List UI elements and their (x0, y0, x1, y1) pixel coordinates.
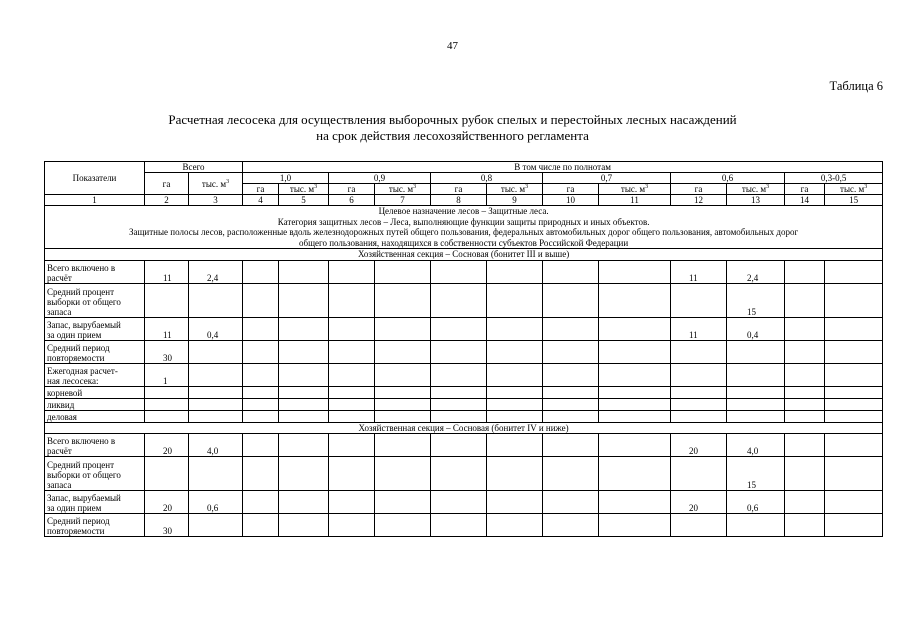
table-cell (727, 398, 785, 410)
table-cell (431, 457, 487, 491)
row-label-line: расчёт (47, 446, 72, 456)
table-cell (243, 340, 279, 363)
table-cell (785, 457, 825, 491)
table-cell (543, 491, 599, 514)
table-cell (671, 386, 727, 398)
row-label-line: запаса (47, 306, 72, 317)
table-cell (825, 260, 883, 283)
header-total-ha: га (145, 173, 189, 195)
header-by-density: В том числе по полнотам (243, 162, 883, 173)
table-row (45, 363, 883, 386)
table-cell (375, 398, 431, 410)
table-cell (671, 457, 727, 491)
table-cell: 2,4 (727, 260, 785, 283)
table-cell (727, 410, 785, 422)
table-cell (671, 283, 727, 317)
table-cell: 20 (671, 434, 727, 457)
table-cell (243, 260, 279, 283)
table-cell (825, 410, 883, 422)
table-cell (375, 457, 431, 491)
table-cell (487, 514, 543, 537)
purpose-line: Целевое назначение лесов – Защитные леса. (378, 206, 549, 216)
header-unit-volume: тыс. $м^3$ (375, 184, 431, 195)
table-cell (375, 514, 431, 537)
table-cell (279, 386, 329, 398)
header-density: 0,7 (543, 173, 671, 184)
table-cell (243, 457, 279, 491)
row-label (45, 514, 145, 537)
table-row (45, 514, 883, 537)
table-cell (431, 283, 487, 317)
table-cell (279, 363, 329, 386)
table-cell (543, 434, 599, 457)
row-label (45, 434, 145, 457)
table-cell (599, 457, 671, 491)
table-cell (243, 363, 279, 386)
table-cell (825, 514, 883, 537)
table-cell (329, 386, 375, 398)
table-cell (785, 317, 825, 340)
table-cell (375, 283, 431, 317)
table-cell: 2,4 (189, 260, 243, 283)
table-cell: 11 (145, 260, 189, 283)
table-cell: 4,0 (189, 434, 243, 457)
row-label (45, 283, 145, 317)
table-cell (599, 398, 671, 410)
table-cell (279, 340, 329, 363)
row-label-line: Средний период (47, 342, 110, 353)
table-row (45, 260, 883, 283)
table-cell (329, 283, 375, 317)
table-cell: 0,4 (189, 317, 243, 340)
table-cell (487, 457, 543, 491)
table-cell (243, 410, 279, 422)
table-cell (189, 386, 243, 398)
table-cell (785, 398, 825, 410)
table-cell: 15 (727, 457, 785, 491)
cutting-area-table (44, 161, 883, 537)
table-cell (243, 514, 279, 537)
table-cell (825, 340, 883, 363)
header-unit-volume: тыс. $м^3$ (487, 184, 543, 195)
section-title: Хозяйственная секция – Сосновая (бонитет III и выше) (45, 249, 883, 261)
table-cell (825, 398, 883, 410)
table-cell (431, 340, 487, 363)
column-number: 12 (671, 195, 727, 206)
table-cell (375, 386, 431, 398)
table-cell (329, 260, 375, 283)
table-cell (599, 491, 671, 514)
table-cell (543, 363, 599, 386)
table-cell (785, 410, 825, 422)
table-cell (329, 514, 375, 537)
table-cell (279, 317, 329, 340)
purpose-line: Категория защитных лесов – Леса, выполняющие функции защиты природных и иных объектов. (277, 216, 650, 227)
table-cell (431, 410, 487, 422)
header-unit-ha: га (329, 184, 375, 195)
table-cell (543, 260, 599, 283)
table-row (45, 457, 883, 491)
table-cell: 30 (145, 340, 189, 363)
table-cell (487, 434, 543, 457)
table-cell (599, 283, 671, 317)
table-cell (785, 363, 825, 386)
header-density: 0,3-0,5 (785, 173, 883, 184)
row-label-line: Запас, вырубаемый (47, 319, 121, 330)
table-cell (543, 457, 599, 491)
table-cell (825, 363, 883, 386)
row-label-line: выборки от общего (47, 470, 121, 480)
column-number: 13 (727, 195, 785, 206)
table-cell: 30 (145, 514, 189, 537)
section-title: Хозяйственная секция – Сосновая (бонитет IV и ниже) (45, 422, 883, 434)
table-cell (189, 340, 243, 363)
header-total: Всего (145, 162, 243, 173)
header-unit-ha: га (243, 184, 279, 195)
table-cell (279, 410, 329, 422)
purpose-block (45, 206, 883, 249)
table-cell (431, 260, 487, 283)
table-cell (375, 434, 431, 457)
table-cell (375, 340, 431, 363)
table-cell (785, 434, 825, 457)
table-cell (785, 283, 825, 317)
column-number: 2 (145, 195, 189, 206)
header-density: 0,8 (431, 173, 543, 184)
row-label-line: корневой (47, 387, 83, 398)
table-cell (543, 410, 599, 422)
table-cell (279, 260, 329, 283)
table-cell (487, 410, 543, 422)
table-cell (329, 491, 375, 514)
column-number: 5 (279, 195, 329, 206)
table-cell (727, 363, 785, 386)
table-cell (189, 363, 243, 386)
column-number: 11 (599, 195, 671, 206)
table-cell (145, 283, 189, 317)
table-cell (243, 491, 279, 514)
table-cell: 20 (671, 491, 727, 514)
table-cell (431, 363, 487, 386)
table-row (45, 386, 883, 398)
title-line: Расчетная лесосека для осуществления выборочных рубок спелых и перестойных лесных насаждений (168, 112, 737, 127)
header-unit-volume: тыс. $м^3$ (825, 184, 883, 195)
table-cell (375, 410, 431, 422)
table-cell (431, 514, 487, 537)
table-cell (189, 410, 243, 422)
table-cell (727, 386, 785, 398)
table-cell (145, 410, 189, 422)
row-label-line: повторяемости (47, 526, 105, 536)
table-row (45, 491, 883, 514)
row-label-line: выборки от общего (47, 296, 121, 307)
table-cell (431, 434, 487, 457)
header-unit-volume: тыс. $м^3$ (279, 184, 329, 195)
table-cell (375, 317, 431, 340)
table-cell (599, 410, 671, 422)
table-cell (825, 386, 883, 398)
table-cell (727, 340, 785, 363)
header-unit-volume: тыс. $м^3$ (599, 184, 671, 195)
table-cell (543, 514, 599, 537)
row-label-line: Всего включено в (47, 262, 116, 273)
table-cell (671, 340, 727, 363)
table-cell (279, 434, 329, 457)
table-cell (189, 514, 243, 537)
table-cell (825, 491, 883, 514)
table-cell (243, 283, 279, 317)
header-unit-ha: га (431, 184, 487, 195)
table-cell (599, 514, 671, 537)
table-cell (375, 260, 431, 283)
table-cell (329, 340, 375, 363)
table-cell (825, 317, 883, 340)
header-density: 0,6 (671, 173, 785, 184)
table-cell (825, 434, 883, 457)
row-label-line: расчёт (47, 272, 72, 283)
table-cell (279, 457, 329, 491)
table-cell (145, 386, 189, 398)
table-cell (431, 491, 487, 514)
table-cell (431, 386, 487, 398)
table-cell (785, 386, 825, 398)
table-row (45, 410, 883, 422)
table-cell (599, 317, 671, 340)
table-cell (375, 363, 431, 386)
row-label-line: Запас, вырубаемый (47, 493, 121, 503)
row-label-line: повторяемости (47, 352, 105, 363)
table-cell (329, 434, 375, 457)
row-label (45, 340, 145, 363)
table-cell (599, 434, 671, 457)
table-cell (329, 457, 375, 491)
row-label-line: Всего включено в (47, 436, 116, 446)
table-cell (329, 363, 375, 386)
table-cell: 11 (671, 260, 727, 283)
row-label (45, 363, 145, 386)
table-cell: 0,6 (727, 491, 785, 514)
header-unit-ha: га (785, 184, 825, 195)
column-number: 6 (329, 195, 375, 206)
column-number: 3 (189, 195, 243, 206)
table-cell (243, 317, 279, 340)
table-cell: 15 (727, 283, 785, 317)
column-number: 14 (785, 195, 825, 206)
column-number: 15 (825, 195, 883, 206)
title-line: на срок действия лесохозяйственного регламента (316, 128, 589, 143)
table-cell (329, 410, 375, 422)
table-cell (671, 363, 727, 386)
purpose-line: общего пользования, находящихся в собственности субъектов Российской Федерации (298, 237, 629, 248)
row-label-line: Ежегодная расчет- (47, 365, 118, 376)
purpose-line: Защитные полосы лесов, расположенные вдоль железнодорожных путей общего пользования, федеральных автомобильных дорог общего пользования, автомобильных дорог (129, 227, 799, 237)
table-cell (431, 317, 487, 340)
table-cell (785, 514, 825, 537)
row-label-line: деловая (47, 411, 77, 422)
column-number: 8 (431, 195, 487, 206)
column-number: 10 (543, 195, 599, 206)
table-cell: 1 (145, 363, 189, 386)
column-number: 9 (487, 195, 543, 206)
table-cell (487, 398, 543, 410)
row-label-line: за один прием (47, 503, 102, 513)
table-cell (145, 457, 189, 491)
table-cell (543, 283, 599, 317)
header-total-volume: тыс. $м^3$ (189, 173, 243, 195)
row-label (45, 457, 145, 491)
table-cell (599, 340, 671, 363)
table-cell: 20 (145, 491, 189, 514)
table-cell (487, 283, 543, 317)
table-cell: 0,6 (189, 491, 243, 514)
table-cell (329, 317, 375, 340)
table-cell (599, 363, 671, 386)
row-label (45, 491, 145, 514)
table-cell (543, 386, 599, 398)
column-number: 1 (45, 195, 145, 206)
table-label: Таблица 6 (829, 79, 883, 93)
table-cell (543, 398, 599, 410)
row-label-line: запаса (47, 480, 72, 490)
table-cell: 11 (145, 317, 189, 340)
table-cell (431, 398, 487, 410)
table-cell (279, 491, 329, 514)
row-label-line: Средний процент (47, 286, 115, 297)
table-cell: 20 (145, 434, 189, 457)
table-cell (825, 457, 883, 491)
page-number: 47 (447, 40, 458, 52)
table-cell: 0,4 (727, 317, 785, 340)
table-cell (825, 283, 883, 317)
table-row (45, 398, 883, 410)
table-cell (785, 260, 825, 283)
table-row (45, 283, 883, 317)
table-cell (487, 260, 543, 283)
table-cell: 11 (671, 317, 727, 340)
row-label-line: ликвид (47, 399, 75, 410)
header-unit-ha: га (543, 184, 599, 195)
table-cell (487, 363, 543, 386)
table-cell (243, 434, 279, 457)
table-cell (599, 386, 671, 398)
row-label (45, 410, 145, 422)
table-cell (279, 514, 329, 537)
table-cell (243, 386, 279, 398)
table-cell (487, 386, 543, 398)
table-cell (671, 514, 727, 537)
table-cell (189, 457, 243, 491)
table-cell (487, 317, 543, 340)
table-cell (727, 514, 785, 537)
table-cell (279, 398, 329, 410)
header-density: 1,0 (243, 173, 329, 184)
table-cell: 4,0 (727, 434, 785, 457)
table-cell (189, 283, 243, 317)
table-cell (785, 340, 825, 363)
row-label (45, 398, 145, 410)
table-cell (543, 317, 599, 340)
table-cell (145, 398, 189, 410)
table-cell (375, 491, 431, 514)
table-cell (487, 340, 543, 363)
table-title (0, 112, 905, 144)
table-row (45, 317, 883, 340)
row-label (45, 260, 145, 283)
table-cell (279, 283, 329, 317)
table-cell (599, 260, 671, 283)
row-label (45, 386, 145, 398)
column-number: 7 (375, 195, 431, 206)
row-label-line: ная лесосека: (47, 375, 99, 386)
table-cell (785, 491, 825, 514)
table-cell (329, 398, 375, 410)
table-cell (189, 398, 243, 410)
row-label-line: Средний период (47, 516, 110, 526)
column-number: 4 (243, 195, 279, 206)
header-unit-ha: га (671, 184, 727, 195)
table-cell (243, 398, 279, 410)
header-indicators: Показатели (45, 162, 145, 195)
row-label-line: за один прием (47, 329, 102, 340)
row-label-line: Средний процент (47, 460, 115, 470)
table-cell (543, 340, 599, 363)
header-unit-volume: тыс. $м^3$ (727, 184, 785, 195)
header-density: 0,9 (329, 173, 431, 184)
row-label (45, 317, 145, 340)
table-cell (671, 410, 727, 422)
table-row (45, 340, 883, 363)
table-cell (671, 398, 727, 410)
table-row (45, 434, 883, 457)
table-cell (487, 491, 543, 514)
